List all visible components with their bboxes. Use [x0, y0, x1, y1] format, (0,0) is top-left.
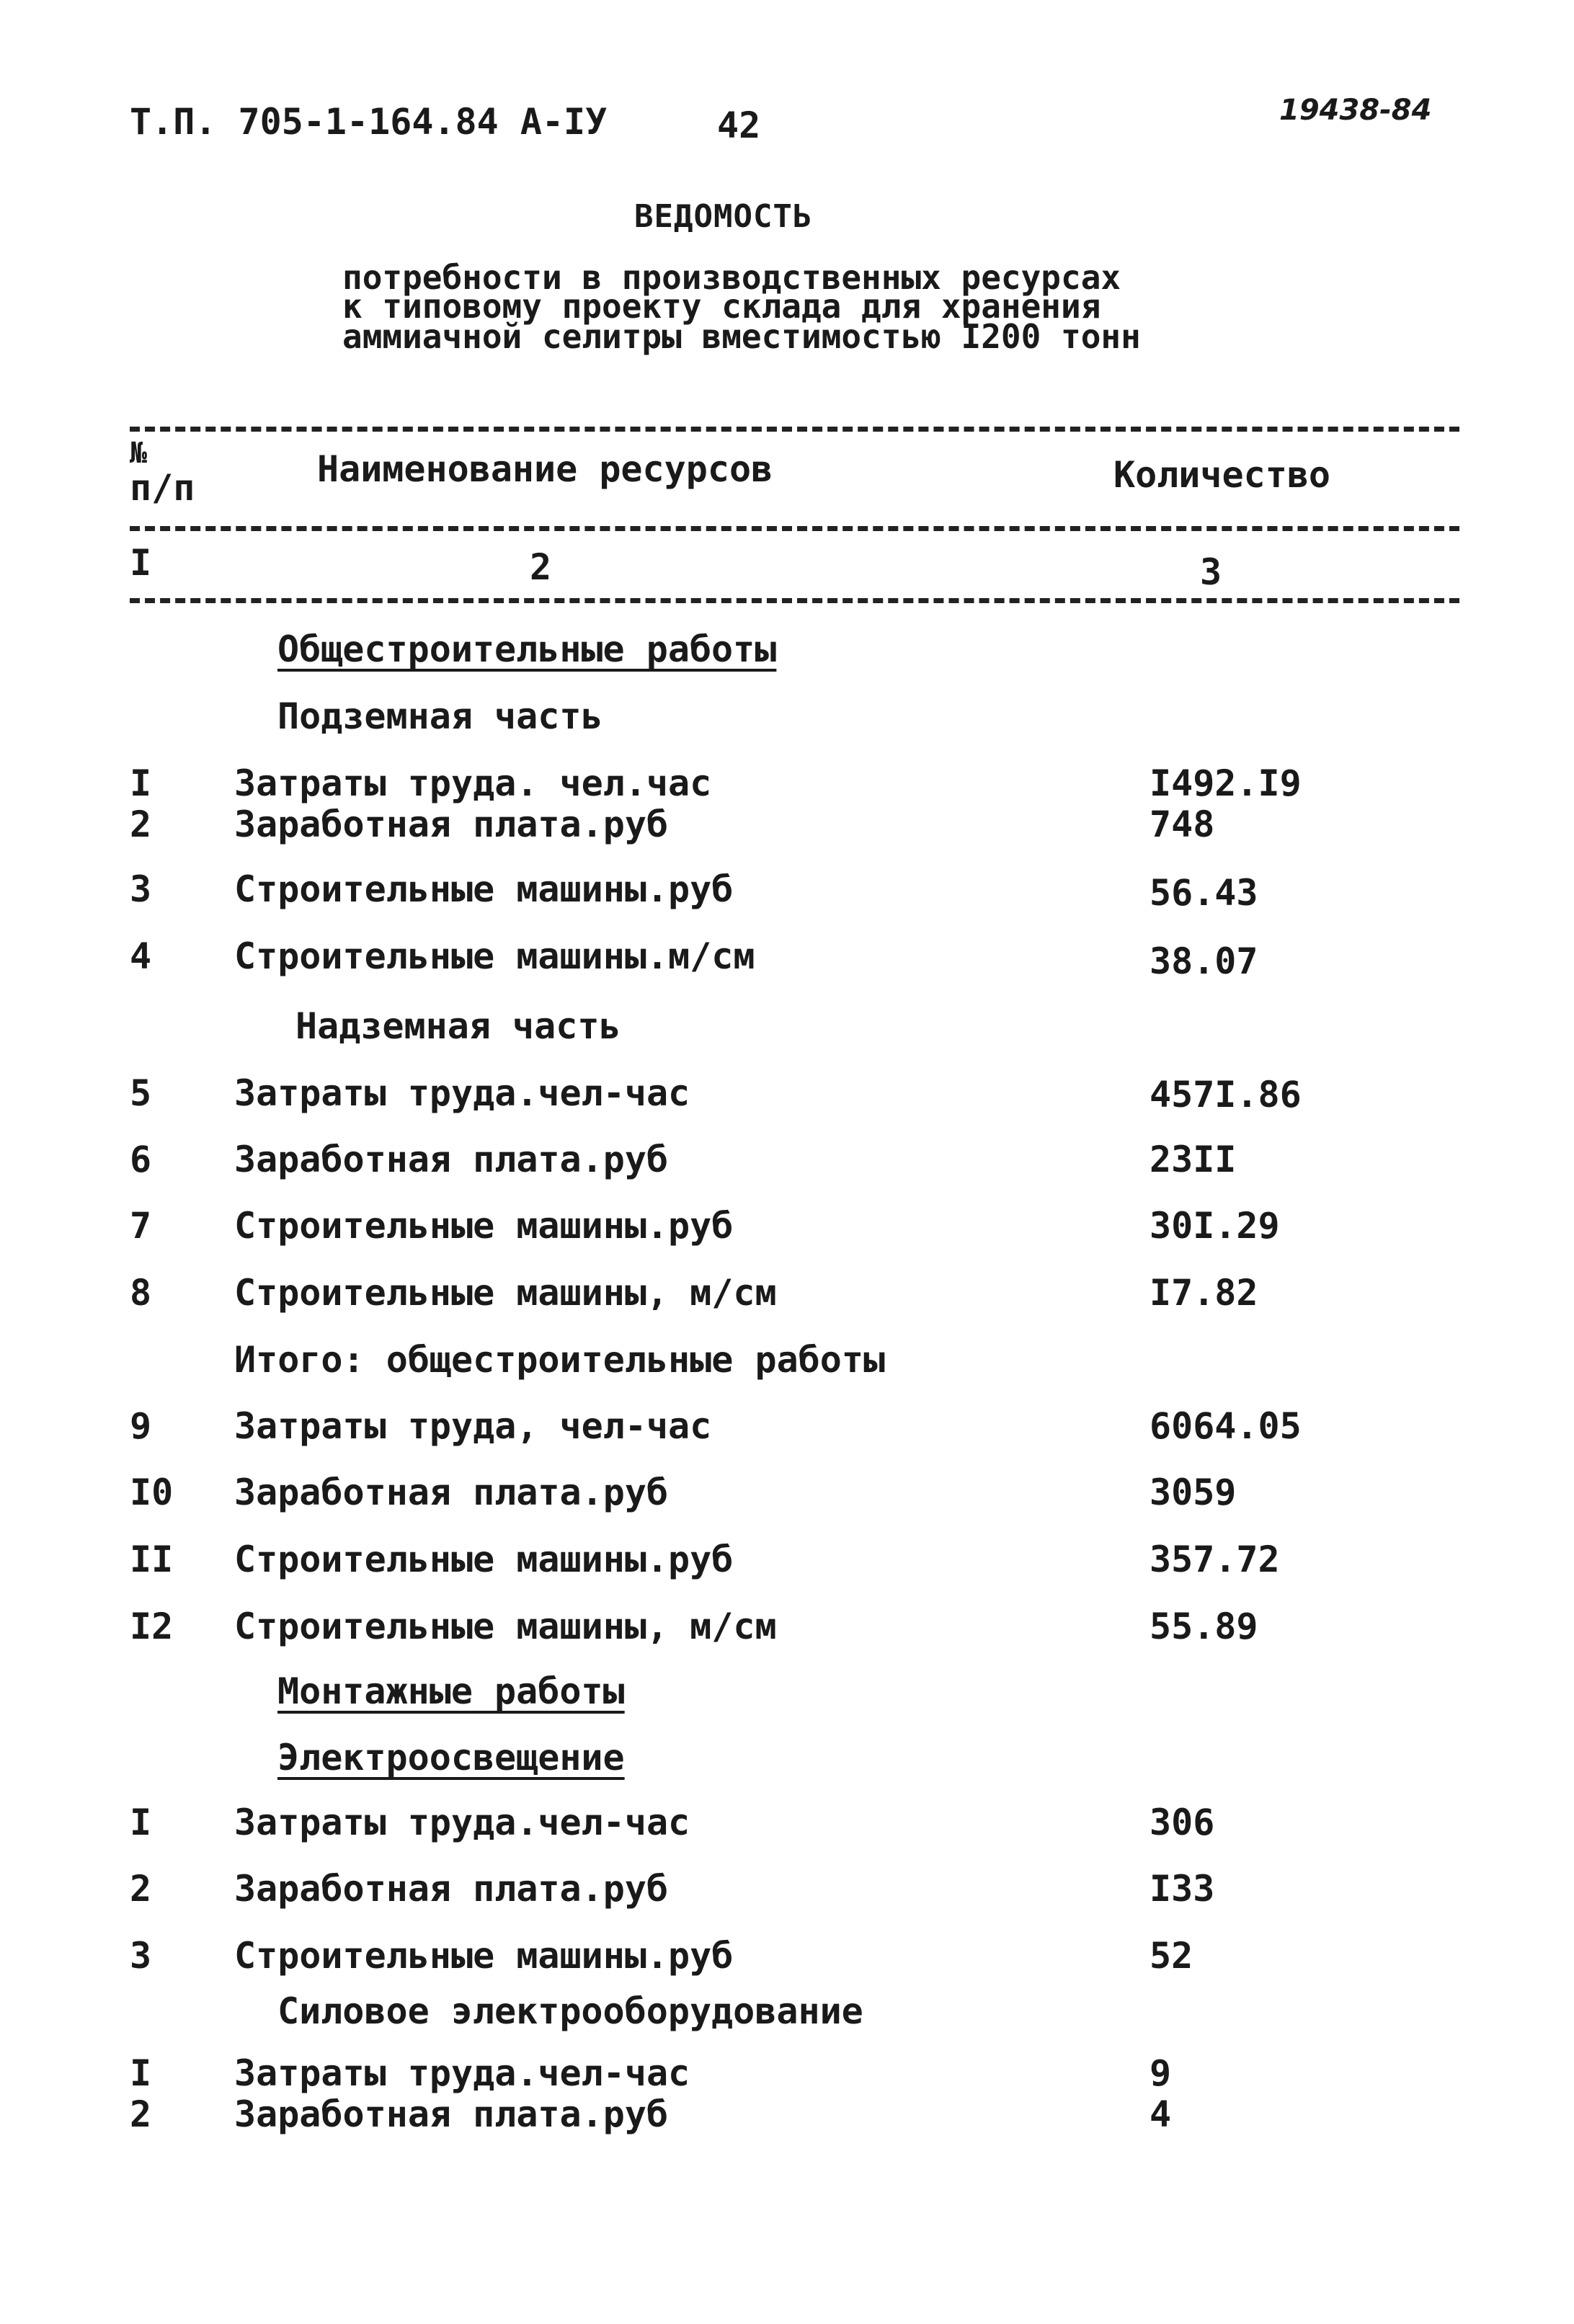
row-qty: 38.07 — [1150, 940, 1258, 982]
row-name: Строительные машины, м/см — [234, 1272, 777, 1314]
row-qty: 23II — [1150, 1139, 1237, 1180]
row-name: Строительные машины.руб — [234, 1935, 734, 1977]
row-name: Заработная плата.руб — [234, 803, 669, 845]
row-name: Затраты труда.чел-час — [234, 1802, 690, 1843]
table-top-rule — [130, 427, 1459, 432]
section-lighting: Электроосвещение — [277, 1737, 625, 1778]
row-name: Строительные машины.руб — [234, 1539, 734, 1580]
document-title: ВЕДОМОСТЬ — [634, 198, 813, 235]
header-index-1: I — [130, 542, 152, 584]
row-name: Строительные машины.руб — [234, 868, 734, 910]
row-name: Строительные машины.м/см — [234, 935, 755, 977]
row-qty: 306 — [1150, 1802, 1215, 1843]
section-installation: Монтажные работы — [277, 1670, 625, 1712]
header-qty-column: Количество — [1113, 454, 1331, 496]
section-aboveground: Надземная часть — [295, 1005, 621, 1047]
row-num: 6 — [130, 1139, 152, 1180]
row-name: Заработная плата.руб — [234, 1472, 669, 1513]
row-name: Затраты труда.чел-час — [234, 2052, 690, 2094]
row-qty: I492.I9 — [1150, 762, 1302, 804]
row-qty: 4 — [1150, 2093, 1172, 2135]
row-num: I0 — [130, 1472, 174, 1513]
row-name: Строительные машины.руб — [234, 1205, 734, 1247]
table-header-bottom-rule — [130, 598, 1459, 603]
row-num: 3 — [130, 868, 152, 910]
row-num: I — [130, 762, 152, 804]
section-general: Общестроительные работы — [277, 628, 777, 670]
row-qty: 6064.05 — [1150, 1405, 1302, 1447]
row-qty: I33 — [1150, 1868, 1215, 1910]
table-mid-rule — [130, 526, 1459, 531]
row-qty: 52 — [1150, 1935, 1193, 1977]
row-qty: 457I.86 — [1150, 1074, 1302, 1116]
row-qty: I7.82 — [1150, 1272, 1258, 1314]
row-num: 2 — [130, 803, 152, 845]
row-qty: 3059 — [1150, 1472, 1237, 1513]
row-num: 3 — [130, 1935, 152, 1977]
row-name: Затраты труда, чел-час — [234, 1405, 712, 1447]
row-num: I — [130, 1802, 152, 1843]
subtitle-line-1: потребности в производственных ресурсах — [342, 258, 1121, 297]
row-num: I — [130, 2052, 152, 2094]
row-num: I2 — [130, 1606, 174, 1647]
row-qty: 30I.29 — [1150, 1205, 1280, 1247]
row-qty: 56.43 — [1150, 872, 1258, 914]
row-qty: 748 — [1150, 803, 1215, 845]
row-num: 4 — [130, 935, 152, 977]
header-num-line1: № — [130, 437, 148, 470]
row-name: Заработная плата.руб — [234, 2093, 669, 2135]
row-num: 7 — [130, 1205, 152, 1247]
document-code: Т.П. 705-1-164.84 А-IУ — [130, 101, 608, 143]
row-num: II — [130, 1539, 174, 1580]
row-name: Затраты труда. чел.час — [234, 762, 712, 804]
row-name: Строительные машины, м/см — [234, 1606, 777, 1647]
row-name: Затраты труда.чел-час — [234, 1072, 690, 1114]
row-num: 2 — [130, 2093, 152, 2135]
subtitle-line-3: аммиачной селитры вместимостью I200 тонн — [342, 317, 1141, 356]
section-total-general: Итого: общестроительные работы — [234, 1339, 886, 1381]
row-num: 2 — [130, 1868, 152, 1910]
row-qty: 357.72 — [1150, 1539, 1280, 1580]
header-index-2: 2 — [530, 546, 552, 588]
header-index-3: 3 — [1200, 551, 1222, 593]
subtitle-line-2: к типовому проекту склада для хранения — [342, 287, 1101, 326]
row-num: 5 — [130, 1072, 152, 1114]
registration-stamp: 19438-84 — [1279, 94, 1432, 127]
page-number: 42 — [717, 104, 761, 146]
header-name-column: Наименование ресурсов — [317, 448, 773, 490]
row-num: 9 — [130, 1405, 152, 1447]
section-underground: Подземная часть — [277, 695, 603, 737]
row-name: Заработная плата.руб — [234, 1139, 669, 1180]
row-qty: 55.89 — [1150, 1606, 1258, 1647]
row-name: Заработная плата.руб — [234, 1868, 669, 1910]
header-num-line2: п/п — [130, 467, 195, 509]
row-num: 8 — [130, 1272, 152, 1314]
section-power: Силовое электрооборудование — [277, 1990, 863, 2032]
row-qty: 9 — [1150, 2052, 1172, 2094]
